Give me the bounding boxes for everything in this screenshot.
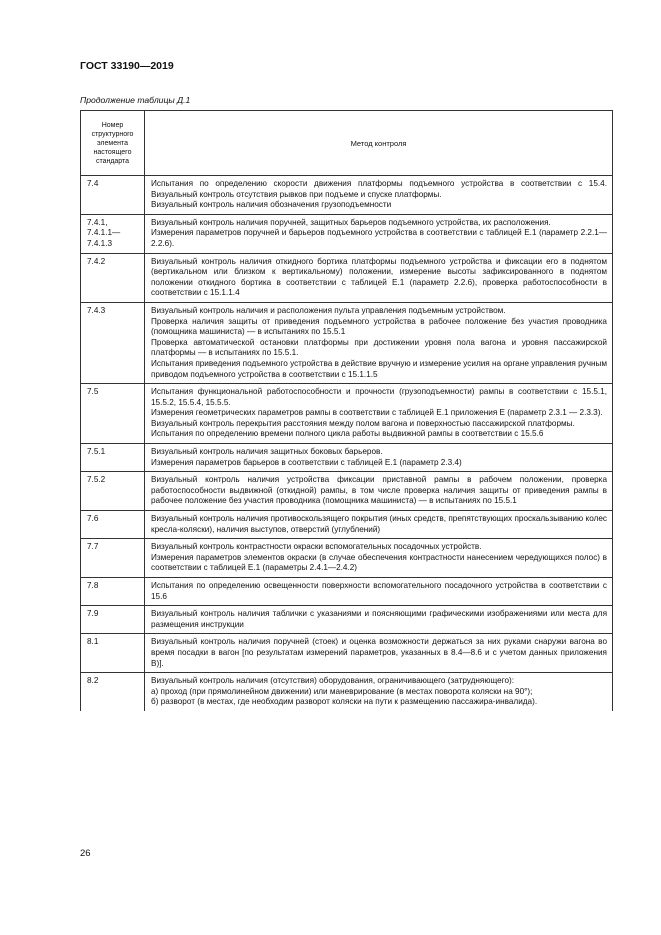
control-method-cell (145, 673, 613, 711)
method-line: Испытания по определению времени полного цикла работы выдвижной рампы в соответствии с 15.5.6 (151, 429, 544, 439)
table-row (81, 511, 613, 539)
table-row (81, 253, 613, 302)
element-number-cell: 7.4 (81, 176, 145, 215)
table-caption: Продолжение таблицы Д.1 (80, 95, 191, 105)
method-line: б) разворот (в местах, где необходим разворот коляски на пути к размещению пассажира-инвалида). (151, 697, 538, 707)
control-method-cell (145, 253, 613, 302)
element-number-cell: 7.9 (81, 606, 145, 634)
page-number: 26 (80, 848, 91, 859)
element-number-cell: 7.7 (81, 539, 145, 578)
method-line: Испытания функциональной работоспособности и прочности (грузоподъемности) рампы в соответствии с 15.5.1, 15.5.2, 15.5.4, 15.5.5. (151, 387, 607, 407)
method-line: Испытания по определению освещенности поверхности вспомогательного посадочного устройства в соответствии с 15.6 (151, 581, 607, 601)
method-line: Проверка автоматической остановки платформы при достижении уровня пола вагона и уровня пассажирской платформы — в испытаниях по 15.5.1. (151, 337, 607, 358)
method-line: Визуальный контроль контрастности окраски вспомогательных посадочных устройств. (151, 542, 482, 552)
method-line: Испытания приведения подъемного устройства в действие вручную и измерение усилия на органе управления ручным приводом подъемного устройства в соответствии с 15.1.1.5 (151, 358, 607, 379)
table-row (81, 673, 613, 711)
element-number-cell: 8.1 (81, 634, 145, 673)
control-method-cell (145, 634, 613, 673)
element-number-cell: 7.5.2 (81, 472, 145, 511)
control-method-cell (145, 606, 613, 634)
control-method-cell (145, 214, 613, 253)
element-number-cell: 8.2 (81, 673, 145, 711)
control-method-cell (145, 578, 613, 606)
method-line: Визуальный контроль наличия таблички с указаниями и поясняющими графическими изображениями или места для размещения инструкции (151, 609, 607, 629)
method-line: Измерения параметров поручней и барьеров подъемного устройства в соответствии с таблицей Е.1 (параметр 2.2.1—2.2.6). (151, 228, 607, 248)
table-row (81, 634, 613, 673)
column-header-control-method: Метод контроля (145, 111, 613, 176)
method-line: Проверка наличия защиты от приведения подъемного устройства в рабочее положение без участия проводника (помощника машиниста) — в испытаниях по 15.5.1 (151, 316, 607, 337)
method-line: Визуальный контроль наличия откидного бортика платформы подъемного устройства и фиксации его в поднятом (вертикальном или близком к вертикальному) положении, измерение высоты зафиксированного в поднятом положении откидного бортика в соответствии с таблицей Е.1 (параметр 2.2.6), проверка работоспособности в соответствии с 15.1.1.4 (151, 256, 607, 298)
control-method-cell (145, 511, 613, 539)
method-line: Визуальный контроль наличия устройства фиксации приставной рампы в рабочем положении, проверка работоспособности выдвижной (откидной) рампы, в том числе проверка наличия защиты от приведения рампы в рабочее положение без участия проводника (помощника машиниста) — в испытаниях по 15.5.1 (151, 475, 607, 506)
table-row (81, 214, 613, 253)
table-row (81, 472, 613, 511)
control-method-cell (145, 472, 613, 511)
method-line: Испытания по определению скорости движения платформы подъемного устройства в соответствии с 15.4. Визуальный контроль отсутствия рывков при подъеме и спуске платформы. (151, 179, 607, 199)
method-line: Измерения параметров барьеров в соответствии с таблицей Е.1 (параметр 2.3.4) (151, 457, 462, 467)
table-row (81, 606, 613, 634)
table-body (81, 176, 613, 711)
method-line: Измерения параметров элементов окраски (в случае обеспечения контрастности нанесением чередующихся полос) в соответствии с таблицей Е.1 (параметры 2.4.1—2.4.2) (151, 552, 607, 573)
element-number-cell: 7.5.1 (81, 444, 145, 472)
control-method-cell (145, 444, 613, 472)
element-number-cell: 7.4.1, 7.4.1.1— 7.4.1.3 (81, 214, 145, 253)
column-header-element-number: Номер структурного элемента настоящего стандарта (81, 111, 145, 176)
table-header-row (81, 111, 613, 176)
element-number-cell: 7.6 (81, 511, 145, 539)
method-line: Визуальный контроль наличия противоскользящего покрытия (иных средств, препятствующих проскальзыванию колес кресла-коляски), наличия выступов, отверстий (углублений) (151, 514, 607, 534)
element-number-cell: 7.4.3 (81, 302, 145, 383)
control-methods-table (80, 110, 613, 711)
method-line: Визуальный контроль наличия поручней (стоек) и оценка возможности держаться за них руками снаружи вагона во время посадки в вагон [по результатам измерений параметров, указанных в 8.4—8.6 и с учетом данных приложения В)]. (151, 637, 607, 668)
document-title: ГОСТ 33190—2019 (80, 60, 174, 72)
table-row (81, 302, 613, 383)
method-line: Визуальный контроль наличия обозначения грузоподъемности (151, 200, 392, 210)
element-number-cell: 7.4.2 (81, 253, 145, 302)
control-method-cell (145, 539, 613, 578)
table-row (81, 444, 613, 472)
method-line: Визуальный контроль наличия (отсутствия) оборудования, ограничивающего (затрудняющего): (151, 676, 515, 686)
element-number-cell: 7.5 (81, 384, 145, 444)
table-row (81, 384, 613, 444)
table-row (81, 539, 613, 578)
table-row (81, 578, 613, 606)
method-line: а) проход (при прямолинейном движении) или маневрирование (в местах поворота коляски на 90°); (151, 686, 533, 696)
method-line: Измерения геометрических параметров рампы в соответствии с таблицей Е.1 приложения Е (параметр 2.3.1 — 2.3.3). (151, 408, 603, 418)
control-method-cell (145, 302, 613, 383)
table-row (81, 176, 613, 215)
method-line: Визуальный контроль наличия поручней, защитных барьеров подъемного устройства, их расположения. (151, 217, 551, 227)
method-line: Визуальный контроль наличия защитных боковых барьеров. (151, 447, 383, 457)
element-number-cell: 7.8 (81, 578, 145, 606)
control-method-cell (145, 176, 613, 215)
control-method-cell (145, 384, 613, 444)
method-line: Визуальный контроль перекрытия расстояния между полом вагона и поверхностью пассажирской платформы. (151, 418, 575, 428)
method-line: Визуальный контроль наличия и расположения пульта управления подъемным устройством. (151, 305, 506, 315)
